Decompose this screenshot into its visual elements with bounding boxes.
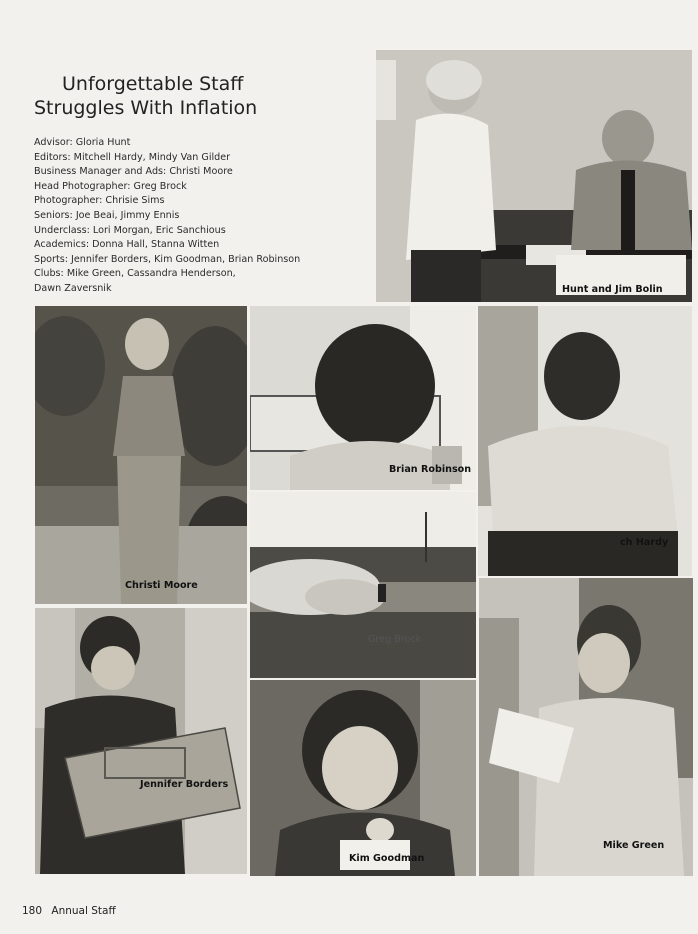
staff-line: Editors: Mitchell Hardy, Mindy Van Gilder	[34, 151, 231, 163]
caption-mike-green: Mike Green	[603, 840, 665, 851]
caption-greg-brock: Greg Brock	[368, 634, 422, 645]
staff-line: Business Manager and Ads: Christi Moore	[34, 166, 233, 178]
staff-line: Sports: Jennifer Borders, Kim Goodman, Brian Robinson	[34, 253, 301, 265]
staff-line: Underclass: Lori Morgan, Eric Sanchious	[34, 224, 226, 236]
caption-brian-robinson: Brian Robinson	[389, 464, 472, 475]
staff-list	[34, 136, 364, 297]
caption-christi-moore: Christi Moore	[125, 580, 198, 591]
photo-hunt-bolin	[376, 50, 692, 302]
photo-brian-robinson	[250, 306, 476, 490]
page-title	[34, 72, 257, 120]
photo-greg-brock	[250, 492, 476, 678]
photo-mike-green	[479, 578, 693, 876]
caption-mitch-hardy: ch Hardy	[620, 537, 669, 548]
caption-kim-goodman: Kim Goodman	[349, 853, 425, 864]
staff-line: Clubs: Mike Green, Cassandra Henderson,	[34, 268, 236, 280]
page-number: 180	[22, 905, 43, 917]
photo-christi-moore	[35, 306, 247, 604]
caption-hunt-bolin: Hunt and Jim Bolin	[562, 284, 663, 295]
section-name: Annual Staff	[51, 905, 116, 917]
photo-kim-goodman	[250, 680, 476, 876]
caption-jennifer-borders: Jennifer Borders	[140, 779, 229, 790]
title-line-1: Unforgettable Staff	[62, 73, 244, 95]
photo-jennifer-borders	[35, 608, 247, 874]
staff-line: Academics: Donna Hall, Stanna Witten	[34, 239, 220, 251]
page-footer	[22, 905, 122, 917]
staff-line: Seniors: Joe Beai, Jimmy Ennis	[34, 209, 180, 221]
title-line-2: Struggles With Inflation	[34, 97, 258, 119]
staff-line: Photographer: Chrisie Sims	[34, 195, 165, 207]
staff-line: Advisor: Gloria Hunt	[34, 137, 131, 148]
staff-line: Dawn Zaversnik	[34, 282, 112, 294]
staff-line: Head Photographer: Greg Brock	[34, 180, 187, 192]
photo-mitch-hardy	[478, 306, 692, 576]
